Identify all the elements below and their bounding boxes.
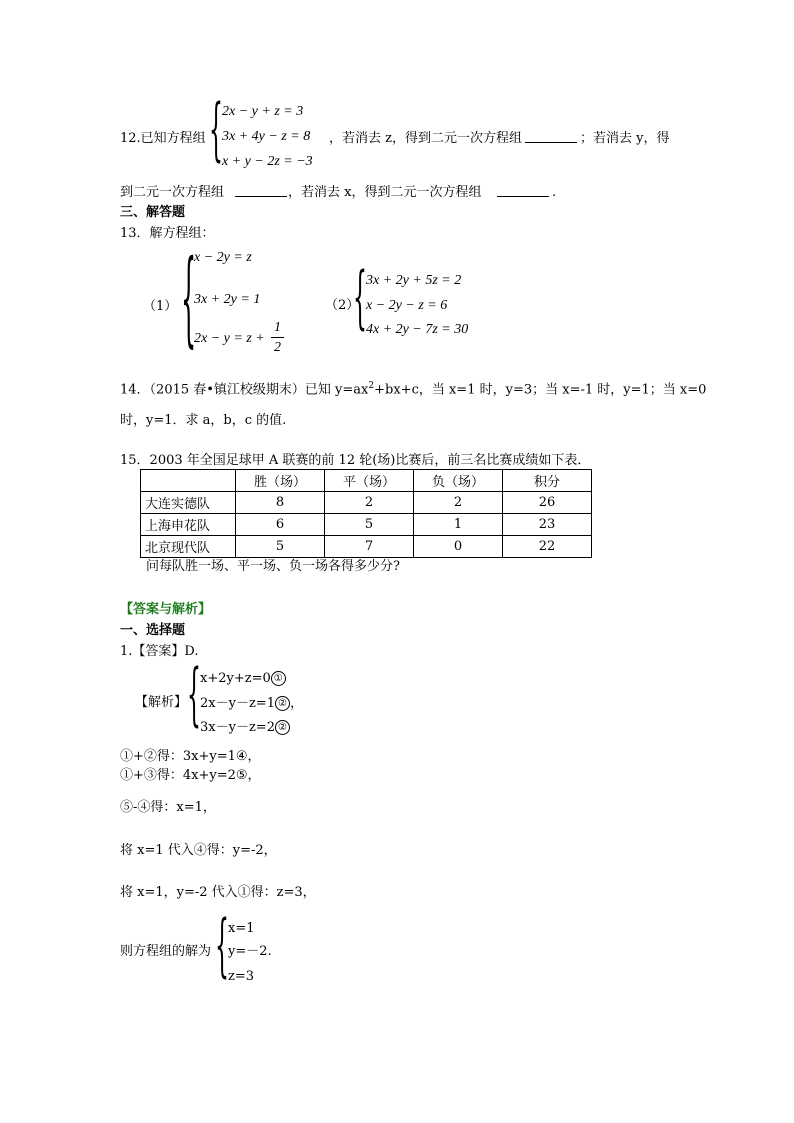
circled-2-icon: ② <box>275 696 290 711</box>
q12-blank-2[interactable] <box>235 186 287 197</box>
q13-s2-equation-2: x − 2y − z = 6 <box>366 298 448 313</box>
q13-s1-fraction-bar <box>271 337 284 338</box>
table-cell: 23 <box>503 514 592 536</box>
q12-equation-2: 3x + 4y − z = 8 <box>222 129 311 144</box>
table-row <box>141 536 592 558</box>
q13-label-1: （1） <box>143 299 178 314</box>
header-cell: 平（场） <box>325 470 414 492</box>
team-name-cell: 上海申花队 <box>141 514 236 536</box>
answer-1: 1.【答案】D. <box>120 644 199 659</box>
table-cell: 2 <box>325 492 414 514</box>
table-cell: 7 <box>325 536 414 558</box>
q13-s1-equation-3: 2x − y = z + <box>194 331 265 346</box>
team-name-cell: 北京现代队 <box>141 536 236 558</box>
solution-step-3: ⑤-④得：x=1， <box>120 800 216 815</box>
table-cell: 22 <box>503 536 592 558</box>
table-cell: 5 <box>325 514 414 536</box>
q14-line-1a: 14．（2015 春•镇江校级期末）已知 y=ax <box>120 382 369 398</box>
q13-system2-brace: { <box>353 261 367 340</box>
q12-blank-3[interactable] <box>497 186 549 197</box>
table-cell: 8 <box>236 492 325 514</box>
solution-step-2: ①+③得：4x+y=2⑤， <box>120 768 261 783</box>
header-cell <box>141 470 236 492</box>
q13-s1-equation-1: x − 2y = z <box>194 250 252 265</box>
table-row <box>141 492 592 514</box>
q12-line2-text-c: . <box>552 185 557 200</box>
circled-2-icon: ② <box>275 720 290 735</box>
analysis-equation-1 <box>200 671 286 686</box>
table-cell: 6 <box>236 514 325 536</box>
q13-s1-equation-2: 3x + 2y = 1 <box>194 292 261 307</box>
q12-prefix: 12.已知方程组 <box>120 131 206 146</box>
analysis-brace: { <box>187 658 201 737</box>
answers-section-title: 一、选择题 <box>120 623 186 638</box>
q15-question: 问每队胜一场、平一场、负一场各得多少分? <box>146 559 400 574</box>
q12-mid-text-1: ，若消去 z，得到二元一次方程组 <box>329 131 522 146</box>
analysis-eq1-text: x+2y+z=0 <box>200 671 271 686</box>
section-title-answer-questions: 三、解答题 <box>120 205 186 220</box>
q12-mid-text-2: ；若消去 y，得 <box>580 131 670 146</box>
q14-line-1 <box>120 382 706 396</box>
header-cell: 负（场） <box>414 470 503 492</box>
table-cell: 5 <box>236 536 325 558</box>
answers-title: 【答案与解析】 <box>120 602 212 617</box>
analysis-eq3-text: 3x－y－z=2 <box>200 720 275 735</box>
table-cell: 26 <box>503 492 592 514</box>
q13-s1-fraction-numerator: 1 <box>274 320 281 335</box>
analysis-label: 【解析】 <box>135 695 188 710</box>
solution-step-4: 将 x=1 代入④得：y=-2， <box>120 843 277 858</box>
q14-exponent: 2 <box>368 381 375 391</box>
header-cell: 胜（场） <box>236 470 325 492</box>
team-name-cell: 大连实德队 <box>141 492 236 514</box>
analysis-equation-3 <box>200 720 290 735</box>
table-cell: 1 <box>414 514 503 536</box>
q15-score-table <box>140 469 592 558</box>
solution-x: x=1 <box>228 921 255 936</box>
q15-title: 15．2003 年全国足球甲 A 联赛的前 12 轮(场)比赛后，前三名比赛成绩如下表． <box>120 453 591 468</box>
solution-label: 则方程组的解为 <box>120 944 212 959</box>
q13-label-2: （2） <box>325 298 360 313</box>
q13-s1-fraction-denominator: 2 <box>274 340 281 355</box>
q13-title: 13．解方程组： <box>120 226 215 241</box>
q14-line-1b: +bx+c，当 x=1 时，y=3；当 x=-1 时，y=1；当 x=0 <box>374 382 707 398</box>
q12-line2-text-a: 到二元一次方程组 <box>120 185 225 200</box>
solution-z: z=3 <box>228 969 255 984</box>
q12-line2-text-b: ，若消去 x，得到二元一次方程组 <box>288 185 482 200</box>
analysis-eq2-tail: ， <box>289 696 303 711</box>
analysis-equation-2 <box>200 696 303 711</box>
q13-system1-brace: { <box>181 238 197 359</box>
q13-s2-equation-1: 3x + 2y + 5z = 2 <box>366 273 462 288</box>
table-cell: 0 <box>414 536 503 558</box>
q12-equation-1: 2x − y + z = 3 <box>222 104 304 119</box>
q12-equation-3: x + y − 2z = −3 <box>222 154 313 169</box>
table-cell: 2 <box>414 492 503 514</box>
solution-step-1: ①+②得：3x+y=1④， <box>120 749 261 764</box>
header-cell: 积分 <box>503 470 592 492</box>
q13-s2-equation-3: 4x + 2y − 7z = 30 <box>366 322 469 337</box>
analysis-eq2-text: 2x－y－z=1 <box>200 696 275 711</box>
q14-line-2: 时，y=1．求 a，b，c 的值. <box>120 413 287 428</box>
solution-step-5: 将 x=1，y=-2 代入①得：z=3， <box>120 885 316 900</box>
q12-blank-1[interactable] <box>525 132 577 143</box>
solution-tail: . <box>267 944 272 959</box>
table-row <box>141 514 592 536</box>
solution-y-text: y=－2 <box>228 944 268 959</box>
circled-1-icon: ① <box>271 671 286 686</box>
q12-brace: { <box>209 93 223 172</box>
solution-y <box>228 945 272 958</box>
table-header-row <box>141 470 592 492</box>
solution-brace: { <box>215 909 229 988</box>
